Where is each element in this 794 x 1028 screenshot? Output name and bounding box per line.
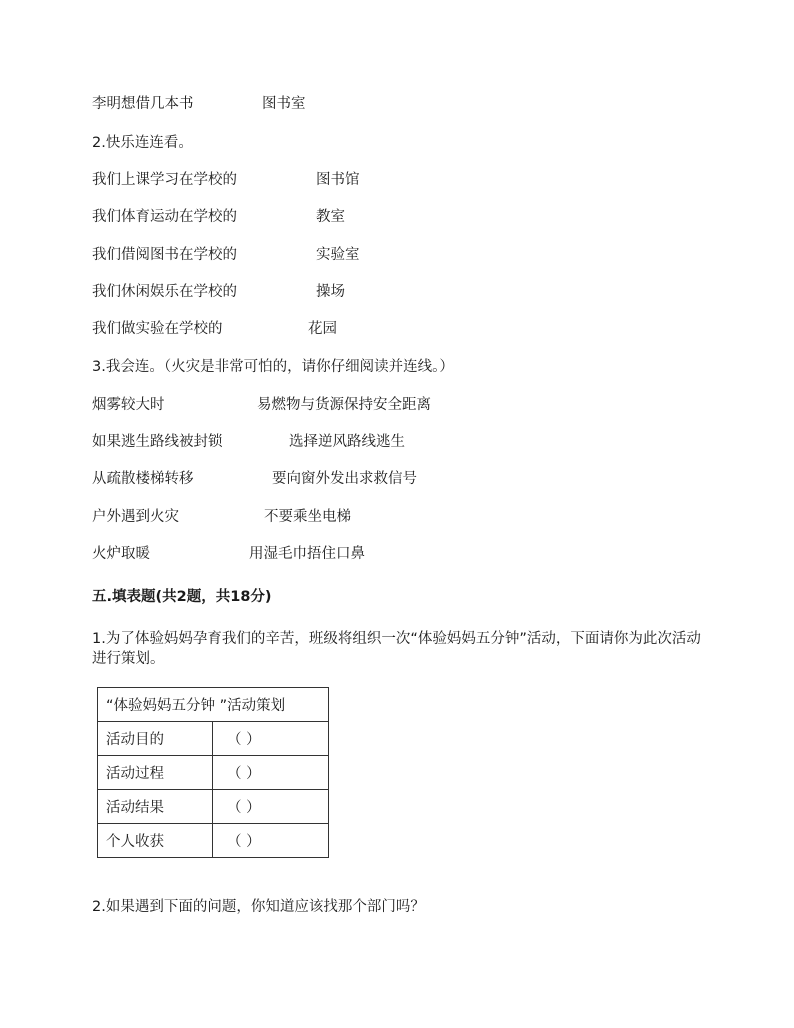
- table-row: [98, 722, 329, 756]
- question-5-1-text: 1.为了体验妈妈孕育我们的辛苦，班级将组织一次“体验妈妈五分钟”活动，下面请你为此次活动进行策划。: [92, 631, 701, 667]
- section-5-heading: 五.填表题(共2题，共18分): [92, 589, 272, 605]
- question-5-2-text: 2.如果遇到下面的问题，你知道应该找那个部门吗？: [92, 899, 425, 915]
- table-row: [98, 824, 329, 858]
- q2-left-item-3: 我们借阅图书在学校的: [92, 247, 237, 263]
- q2-right-item-2: 教室: [316, 209, 345, 225]
- match-right-item: 图书室: [262, 96, 306, 112]
- q2-right-item-5: 花园: [308, 321, 337, 337]
- answer-blank[interactable]: （ ）: [213, 824, 329, 858]
- q2-right-item-1: 图书馆: [316, 172, 360, 188]
- table-key-cell: 活动目的: [98, 722, 213, 756]
- q3-right-item-2: 选择逆风路线逃生: [289, 434, 405, 450]
- table-key-cell: 活动过程: [98, 756, 213, 790]
- table-key-cell: 个人收获: [98, 824, 213, 858]
- q2-right-item-4: 操场: [316, 284, 345, 300]
- q2-left-item-1: 我们上课学习在学校的: [92, 172, 237, 188]
- table-row: [98, 756, 329, 790]
- table-row: [98, 790, 329, 824]
- q2-left-item-4: 我们休闲娱乐在学校的: [92, 284, 237, 300]
- q3-left-item-5: 火炉取暖: [92, 546, 150, 562]
- q3-left-item-2: 如果逃生路线被封锁: [92, 434, 223, 450]
- q3-left-item-1: 烟雾较大时: [92, 397, 165, 413]
- q3-right-item-3: 要向窗外发出求救信号: [272, 471, 417, 487]
- match-left-item: 李明想借几本书: [92, 96, 194, 112]
- question-3-title: 3.我会连。（火灾是非常可怕的，请你仔细阅读并连线。）: [92, 359, 454, 375]
- question-2-title: 2.快乐连连看。: [92, 135, 193, 151]
- q2-right-item-3: 实验室: [316, 247, 360, 263]
- answer-blank[interactable]: （ ）: [213, 722, 329, 756]
- q3-left-item-3: 从疏散楼梯转移: [92, 471, 194, 487]
- q3-right-item-4: 不要乘坐电梯: [264, 509, 351, 525]
- answer-blank[interactable]: （ ）: [213, 756, 329, 790]
- q3-right-item-1: 易燃物与货源保持安全距离: [257, 397, 431, 413]
- q2-left-item-5: 我们做实验在学校的: [92, 321, 223, 337]
- activity-plan-table: [97, 687, 329, 858]
- q3-left-item-4: 户外遇到火灾: [92, 509, 179, 525]
- table-row: [98, 688, 329, 722]
- table-title: “体验妈妈五分钟 ”活动策划: [98, 688, 329, 722]
- q2-left-item-2: 我们体育运动在学校的: [92, 209, 237, 225]
- table-key-cell: 活动结果: [98, 790, 213, 824]
- answer-blank[interactable]: （ ）: [213, 790, 329, 824]
- q3-right-item-5: 用湿毛巾捂住口鼻: [249, 546, 365, 562]
